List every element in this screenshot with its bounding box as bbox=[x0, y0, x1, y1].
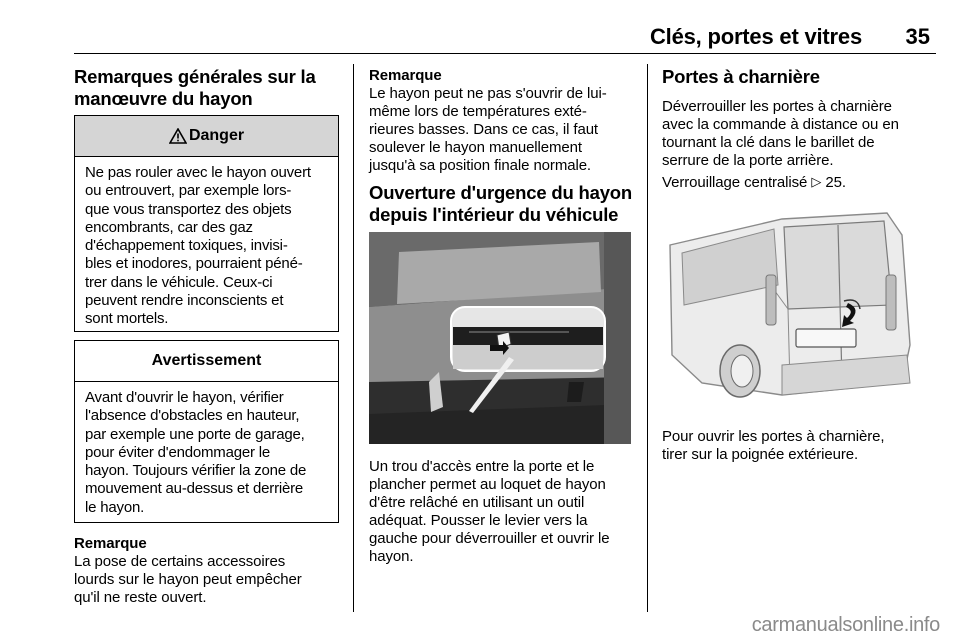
warning-triangle-icon bbox=[169, 128, 187, 144]
danger-title: Danger bbox=[188, 127, 245, 144]
column-divider bbox=[647, 64, 648, 612]
header-rule bbox=[74, 53, 936, 54]
remark-title: Remarque bbox=[369, 67, 442, 84]
watermark: carmanualsonline.info bbox=[751, 614, 940, 636]
danger-title-bar bbox=[75, 116, 338, 157]
crossref-page: 25. bbox=[825, 174, 846, 191]
danger-text: Ne pas rouler avec le hayon ouvert ou entrouvert, par exemple lors- que vous transportez des objets encombrants, car des gaz d'échappement toxiques, invisi- bles et inodores, pourraient péné- trer dans le véhicule. Ceux-ci peuvent rendre inconscients et sont mortels. bbox=[85, 164, 311, 328]
remark-block: Remarque Le hayon peut ne pas s'ouvrir de lui- même lors de températures exté- rieures basses. Dans ce cas, il faut soulever le hayon manuellement jusqu'à sa position finale normale. bbox=[369, 67, 607, 174]
warning-box bbox=[74, 340, 339, 523]
section-title: Clés, portes et vitres bbox=[649, 24, 862, 49]
hinged-doors-text: Déverrouiller les portes à charnière avec la commande à distance ou en tournant la clé dans le barillet de serrure de la porte arrière. bbox=[662, 98, 899, 169]
page-number: 35 bbox=[905, 24, 930, 49]
page-reference-arrow-icon: ▷ bbox=[811, 174, 822, 189]
column-divider bbox=[353, 64, 354, 612]
warning-text: Avant d'ouvrir le hayon, vérifier l'absence d'obstacles en hauteur, par exemple une porte de garage, pour éviter d'endommager le hayon. Toujours vérifier la zone de mouvement au-dessus et derrière le hayon. bbox=[85, 389, 307, 516]
general-remarks-heading: Remarques générales sur la manœuvre du hayon bbox=[74, 66, 316, 109]
emergency-opening-heading: Ouverture d'urgence du hayon depuis l'intérieur du véhicule bbox=[369, 182, 632, 225]
crossref-label: Verrouillage centralisé bbox=[662, 174, 808, 191]
open-hinged-doors-text: Pour ouvrir les portes à charnière, tirer sur la poignée extérieure. bbox=[662, 428, 885, 463]
emergency-opening-text: Un trou d'accès entre la porte et le plancher permet au loquet de hayon d'être relâché en utilisant un outil adéquat. Pousser le levier vers la gauche pour déverrouiller et ouvrir le hayon. bbox=[369, 458, 610, 565]
tailgate-interior-photo bbox=[369, 232, 631, 444]
danger-box bbox=[74, 115, 339, 332]
remark-block: Remarque La pose de certains accessoires lourds sur le hayon peut empêcher qu'il ne reste ouvert. bbox=[74, 535, 302, 606]
hinged-doors-heading: Portes à charnière bbox=[662, 66, 820, 87]
warning-title: Avertissement bbox=[75, 341, 338, 382]
van-rear-doors-illustration bbox=[662, 205, 912, 415]
remark-title: Remarque bbox=[74, 535, 147, 552]
cross-reference bbox=[662, 173, 846, 192]
